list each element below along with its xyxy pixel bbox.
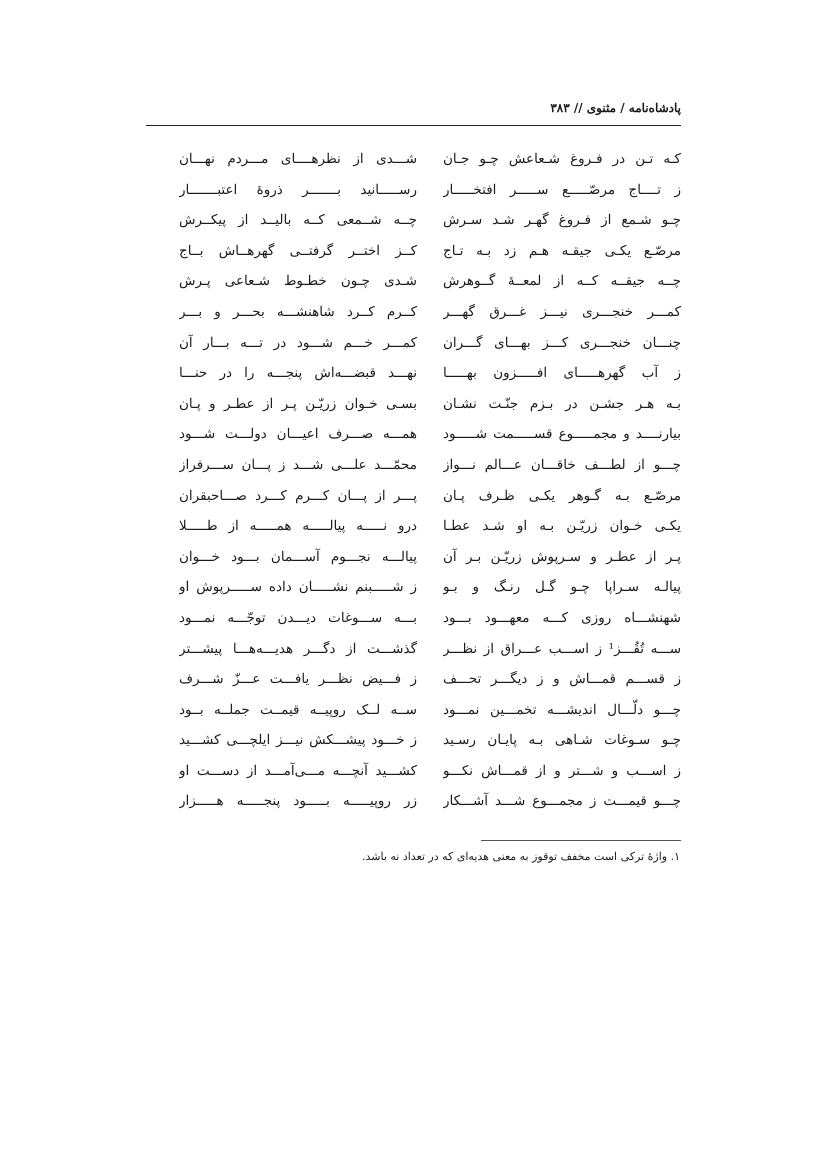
hemistich-first: مرصّـع بـه گـوهر یکـی ظـرف پـان xyxy=(443,487,681,504)
verse-row xyxy=(146,237,681,268)
verse-row xyxy=(146,176,681,207)
verse-row xyxy=(146,573,681,604)
footnote-rule xyxy=(481,840,681,841)
header-rule xyxy=(146,125,681,126)
hemistich-first: مرصّـع یکـی جیقـه هـم زد بـه تـاج xyxy=(443,242,681,259)
hemistich-second: کشـــید آنچـــه مـــی‌آمـــد از دســـت او xyxy=(179,762,417,779)
hemistich-first: چـو شـمع از فـروغ گهـر شـد سـرش xyxy=(443,212,681,229)
hemistich-second: پیالـــه نجـــوم آســـمان بـــود خـــوان xyxy=(179,548,417,565)
hemistich-first: چـو سـوغات شـاهی بـه پایـان رسـید xyxy=(443,732,681,749)
hemistich-first: کـه تـن در فـروغ شـعاعش چـو جـان xyxy=(443,151,681,167)
verse-row xyxy=(146,329,681,360)
hemistich-first: چنـــان خنجـــری کـــز بهـــای گـــران xyxy=(443,334,681,351)
verse-row xyxy=(146,604,681,635)
hemistich-second: درو نـــــه پیالـــــه همـــــه از طـــــلا xyxy=(179,518,417,535)
verse-row xyxy=(146,757,681,788)
hemistich-second: رســـــانید بـــــــر ذروهٔ اعتبـــــــار xyxy=(179,181,417,198)
verse-row xyxy=(146,512,681,543)
running-header xyxy=(146,96,681,126)
hemistich-first: چـــو دلّـــال اندیشـــه تخمـــین نمـــود xyxy=(443,701,681,718)
hemistich-first: چــه جیقــه کــه از لمعــهٔ گــوهرش xyxy=(443,273,681,290)
hemistich-first: ز قســـم قمـــاش و ز دیگـــر تحـــف xyxy=(443,671,681,688)
verse-row xyxy=(146,482,681,513)
hemistich-second: بـــه ســـوغات دیـــدن توجّـــه نمـــود xyxy=(179,609,417,626)
hemistich-second: ز فـــیض نظـــر یافـــت عـــزّ شـــرف xyxy=(179,671,417,688)
hemistich-first: ســـه تُقُـــز¹ ز اســـب عـــراق از نظـــر xyxy=(443,640,681,657)
verse-row xyxy=(146,267,681,298)
verse-row xyxy=(146,298,681,329)
running-title: پادشاه‌نامه / مثنوی // ۳۸۳ xyxy=(550,101,681,115)
verse-row xyxy=(146,451,681,482)
hemistich-first: یکـی خـوان زریّـن بـه او شـد عطـا xyxy=(443,518,681,535)
hemistich-first: چـــو از لطـــف خاقـــان عـــالم نـــواز xyxy=(443,456,681,473)
verse-row xyxy=(146,420,681,451)
hemistich-second: شـــدی از نظرهــــای مـــردم نهـــان xyxy=(179,151,417,167)
hemistich-second: گذشـــت از دگـــر هدیـــه‌هـــا پیشـــتر xyxy=(179,640,417,657)
hemistich-second: چــه شــمعی کــه بالیــد از پیکــرش xyxy=(179,212,417,229)
verse-row xyxy=(146,145,681,176)
hemistich-first: چـــو قیمـــت ز مجمـــوع شـــد آشـــکار xyxy=(443,793,681,810)
verse-row xyxy=(146,665,681,696)
hemistich-first: ز آب گهرهـــــای افـــــزون بهـــــا xyxy=(443,365,681,382)
hemistich-second: نهـــد قبضـــه‌اش پنجـــه را در حنـــا xyxy=(179,365,417,382)
hemistich-second: زر روپیـــــه بـــــود پنجـــــه هـــــزار xyxy=(179,793,417,810)
hemistich-second: شـدی چـون خطـوط شـعاعی پـرش xyxy=(179,273,417,290)
hemistich-second: همـــه صـــرف اعیـــان دولـــت شـــود xyxy=(179,426,417,443)
verse-row xyxy=(146,787,681,818)
hemistich-second: ز خـــود پیشـــکش نیـــز ایلچـــی کشـــید xyxy=(179,732,417,749)
verse-row xyxy=(146,206,681,237)
verse-row xyxy=(146,359,681,390)
hemistich-second: پـــر از پـــان کـــرم کـــرد صـــاحبقران xyxy=(179,487,417,504)
hemistich-first: ز تــــاج مرصّـــــع ســـــر افتخـــــار xyxy=(443,181,681,198)
hemistich-first: بـه هـر جشـن در بـزم جنّـت نشـان xyxy=(443,395,681,412)
verse-row xyxy=(146,635,681,666)
hemistich-second: کمـــر خـــم شـــود در تـــه بـــار آن xyxy=(179,334,417,351)
hemistich-first: پـر از عطـر و سـرپوش زریّـن بـر آن xyxy=(443,548,681,565)
verse-row xyxy=(146,726,681,757)
hemistich-second: محمّـــد علـــی شـــد ز پـــان ســـرفراز xyxy=(179,456,417,473)
verse-row xyxy=(146,543,681,574)
hemistich-first: بیارنــــد و مجمـــــوع قســـــمت شـــــود xyxy=(443,426,681,443)
verse-row xyxy=(146,390,681,421)
hemistich-second: بسـی خـوان زریّـن پـر از عطـر و پـان xyxy=(179,395,417,412)
hemistich-first: پیالـه سـراپا چـو گـل رنـگ و بـو xyxy=(443,579,681,596)
footnote: ۱. واژهٔ ترکی است مخفف توقوز به معنی هدیه‌ای که در تعداد نه باشد. xyxy=(361,850,680,863)
poem-body xyxy=(146,145,681,818)
hemistich-first: ز اســـب و شـــتر و از قمـــاش نکـــو xyxy=(443,762,681,779)
hemistich-second: کــرم کــرد شاهنشـــه بحـــر و بـــر xyxy=(179,303,417,320)
hemistich-second: ســه لــک روپیــه قیمــت جملــه بــود xyxy=(179,701,417,718)
hemistich-second: کــز اختــر گرفتــی گهرهــاش بــاج xyxy=(179,242,417,259)
hemistich-second: ز شـــــبنم نشـــــان داده ســـــرپوش او xyxy=(179,579,417,596)
hemistich-first: کمـــر خنجـــری نیـــز غـــرق گهـــر xyxy=(443,303,681,320)
verse-row xyxy=(146,696,681,727)
hemistich-first: شهنشـــاه روزی کـــه معهـــود بـــود xyxy=(443,609,681,626)
